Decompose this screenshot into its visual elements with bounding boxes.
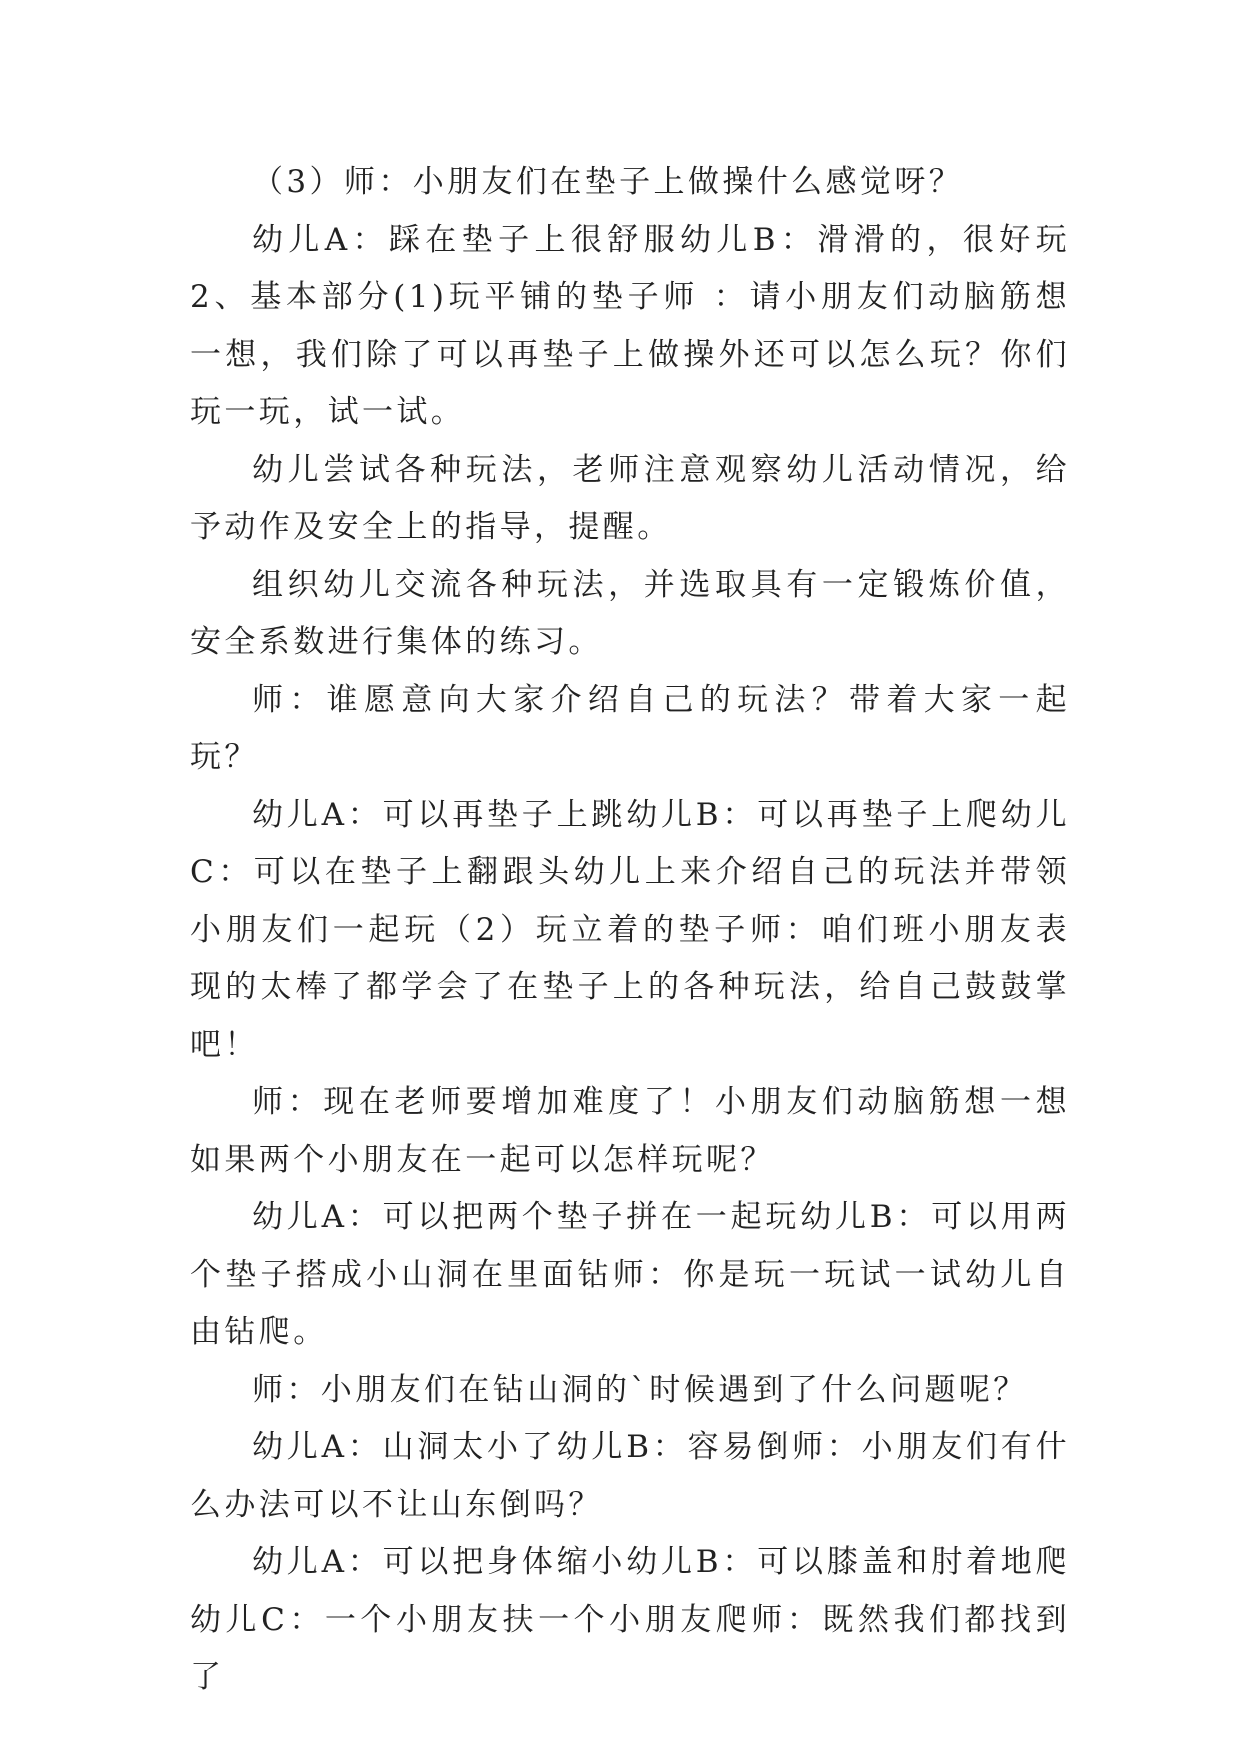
paragraph: 幼儿A：可以把身体缩小幼儿B：可以膝盖和肘着地爬幼儿C：一个小朋友扶一个小朋友爬师：既然我们都找到了: [190, 1544, 1070, 1695]
document-body: [190, 154, 1070, 1707]
paragraph: （3）师：小朋友们在垫子上做操什么感觉呀？: [252, 164, 964, 200]
paragraph: 师：现在老师要增加难度了！小朋友们动脑筋想一想如果两个小朋友在一起可以怎样玩呢？: [190, 1084, 1070, 1178]
paragraph: 师：小朋友们在钻山洞的`时候遇到了什么问题呢？: [252, 1371, 1028, 1408]
paragraph: 幼儿A：可以把两个垫子拼在一起玩幼儿B：可以用两个垫子搭成小山洞在里面钻师：你是玩一玩试一试幼儿自由钻爬。: [190, 1199, 1070, 1350]
paragraph: 幼儿尝试各种玩法，老师注意观察幼儿活动情况，给予动作及安全上的指导，提醒。: [190, 451, 1070, 545]
paragraph: 幼儿A：山洞太小了幼儿B：容易倒师：小朋友们有什么办法可以不让山东倒吗？: [190, 1429, 1070, 1523]
paragraph: 幼儿A：踩在垫子上很舒服幼儿B：滑滑的，很好玩2、基本部分(1)玩平铺的垫子师 ：请小朋友们动脑筋想一想，我们除了可以再垫子上做操外还可以怎么玩？你们玩一玩，试一试。: [190, 221, 1070, 430]
paragraph: 幼儿A：可以再垫子上跳幼儿B：可以再垫子上爬幼儿C：可以在垫子上翻跟头幼儿上来介绍自己的玩法并带领小朋友们一起玩（2）玩立着的垫子师：咱们班小朋友表现的太棒了都学会了在垫子上的各种玩法，给自己鼓鼓掌吧！: [190, 796, 1070, 1063]
paragraph: 师：谁愿意向大家介绍自己的玩法？带着大家一起玩？: [190, 681, 1070, 775]
paragraph: 组织幼儿交流各种玩法，并选取具有一定锻炼价值，安全系数进行集体的练习。: [190, 566, 1070, 660]
